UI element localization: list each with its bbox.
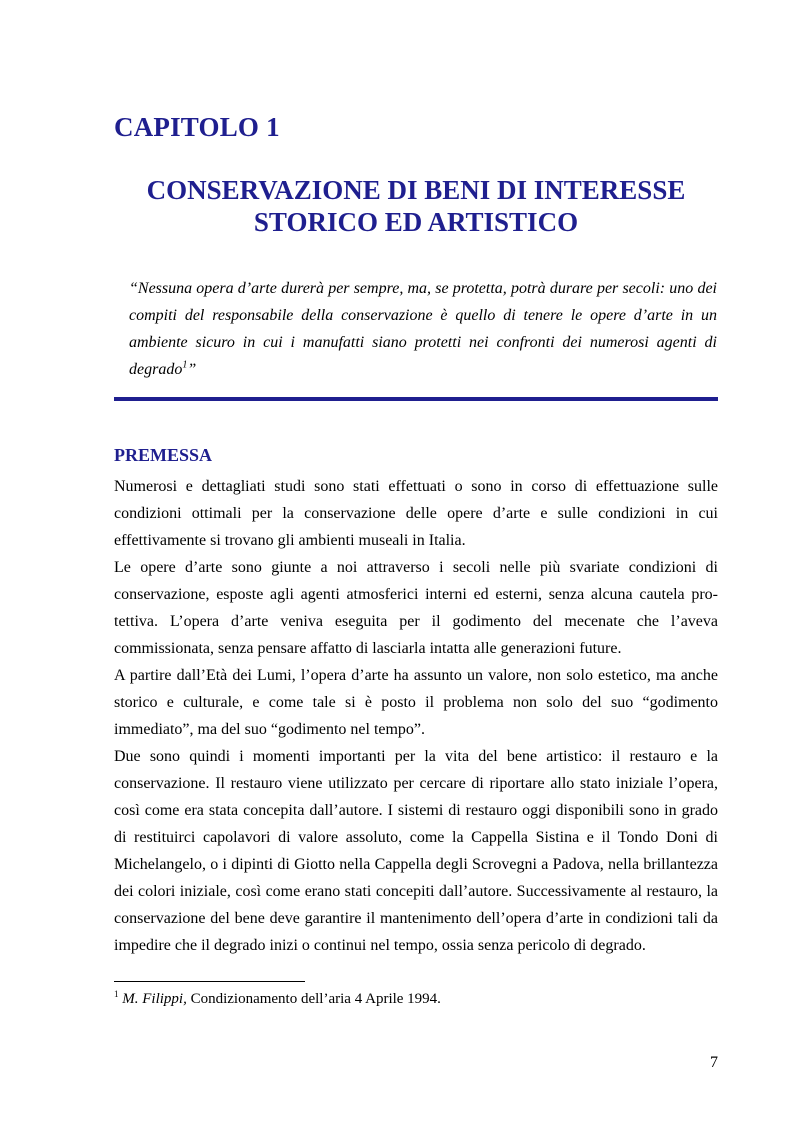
page-number: 7 — [710, 1054, 718, 1071]
body-line: di restituirci capolavori di valore assoluto, come la Cappella Sistina e il Tondo Doni di — [114, 829, 718, 846]
horizontal-divider — [114, 397, 718, 401]
epigraph-quote — [129, 275, 717, 383]
body-line: conservazione, esposte agli agenti atmosferici interni ed esterni, senza alcuna cautela pro- — [114, 586, 718, 603]
body-line: impedire che il degrado inizi o continui nel tempo, ossia senza pericolo di degrado. — [114, 937, 646, 954]
footnote-text: Condizionamento dell’aria 4 Aprile 1994. — [186, 991, 441, 1007]
chapter-title-line-2: STORICO ED ARTISTICO — [253, 207, 579, 237]
epigraph-closing-quote: ” — [187, 361, 197, 378]
body-line: condizioni ottimali per la conservazione delle opere d’arte e sulle condizioni in cui — [114, 505, 718, 522]
body-line: effettivamente si trovano gli ambienti museali in Italia. — [114, 532, 466, 549]
body-line: dei colori iniziale, così come erano stati concepiti dall’autore. Successivamente al restauro, la — [114, 883, 718, 900]
body-line: Michelangelo, o i dipinti di Giotto nella Cappella degli Scrovegni a Padova, nella brillantezza — [114, 856, 718, 873]
footnote-author: M. Filippi, — [122, 991, 187, 1007]
footnote-separator — [114, 981, 305, 982]
chapter-label: CAPITOLO 1 — [114, 112, 280, 142]
body-line: tettiva. L’opera d’arte veniva eseguita per il godimento del mecenate che l’aveva — [114, 613, 718, 630]
body-line: Le opere d’arte sono giunte a noi attraverso i secoli nelle più svariate condizioni di — [114, 559, 718, 576]
footnote-number: 1 — [114, 989, 119, 999]
section-body — [114, 473, 718, 959]
body-line: conservazione. Il restauro viene utilizzato per cercare di riportare allo stato iniziale l’opera, — [114, 775, 718, 792]
body-line: immediato”, ma del suo “godimento nel tempo”. — [114, 721, 426, 738]
body-line: Due sono quindi i momenti importanti per la vita del bene artistico: il restauro e la — [114, 748, 718, 765]
chapter-title-line-1: CONSERVAZIONE DI BENI DI INTERESSE — [146, 175, 686, 205]
body-line: A partire dall’Età dei Lumi, l’opera d’arte ha assunto un valore, non solo estetico, ma anche — [114, 667, 718, 684]
body-line: storico e culturale, e come tale si è posto il problema non solo del suo “godimento — [114, 694, 718, 711]
chapter-title — [114, 174, 718, 238]
footnote — [114, 989, 441, 1009]
body-line: così come era stata concepita dall’autore. I sistemi di restauro oggi disponibili sono in grado — [114, 802, 718, 819]
body-line: Numerosi e dettagliati studi sono stati effettuati o sono in corso di effettuazione sulle — [114, 478, 718, 495]
epigraph-text: “Nessuna opera d’arte durerà per sempre, ma, se protetta, potrà durare per secoli: uno dei compiti del responsabile della conservazione è quello di tenere le opere d’arte in un ambiente sicuro in cui i manufatti siano protetti nei confronti dei numerosi agenti di degrado — [129, 280, 717, 378]
body-line: commissionata, senza pensare affatto di lasciarla intatta alle generazioni future. — [114, 640, 622, 657]
body-line: conservazione del bene deve garantire il mantenimento dell’opera d’arte in condizioni tali da — [114, 910, 718, 927]
section-heading: PREMESSA — [114, 445, 213, 465]
epigraph-footnote-ref[interactable]: 1 — [182, 359, 188, 371]
